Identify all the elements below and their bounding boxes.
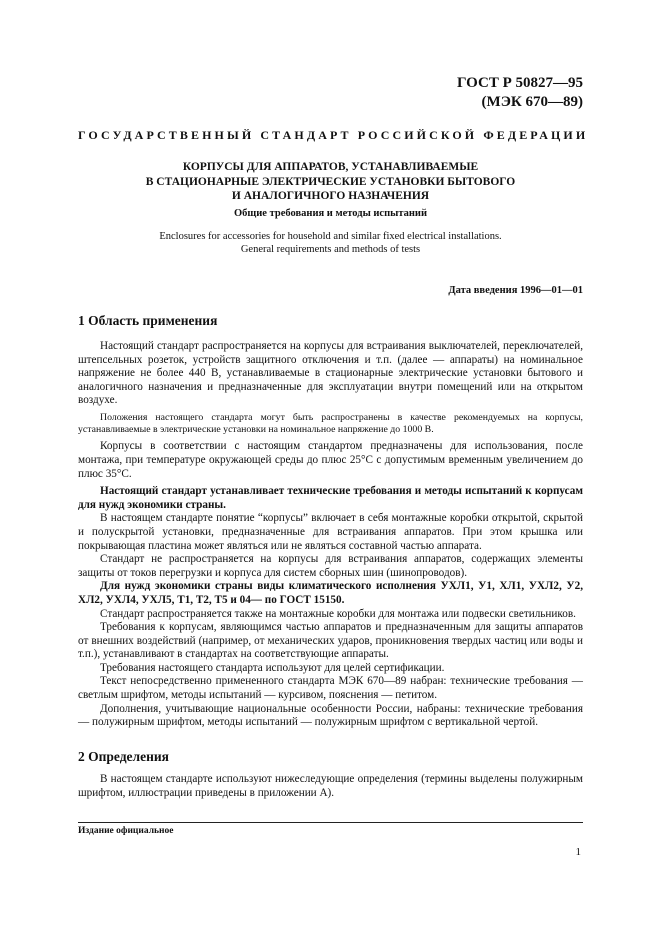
state-standard-title: ГОСУДАРСТВЕННЫЙ СТАНДАРТ РОССИЙСКОЙ ФЕДЕРАЦИИ [78,128,589,142]
document-title [78,160,583,204]
standard-number-block [457,74,583,112]
paragraph: В настоящем стандарте понятие “корпусы” включает в себя монтажные коробки открытой, скрытой и полускрытой установки, предназначенные для встраивания аппаратов. При этом крышка или покрывающая пластина может являться или не являться составной частью аппарата. [78,512,583,552]
section-1-heading: 1 Область применения [78,313,218,328]
paragraph: Корпусы в соответствии с настоящим стандартом предназначены для использования, после монтажа, при температуре окружающей среды до плюс 25°С с допустимым временным увеличением до плюс 35°С. [78,440,583,480]
page-number: 1 [575,846,581,858]
paragraph: Настоящий стандарт распространяется на корпусы для встраивания выключателей, переключателей, штепсельных розеток, устройств защитного отключения и т.п. (далее — аппараты) на номинальное напряжение не более 440 В, устанавливаемые в стационарные электрические установки бытового и аналогичного назначения и предназначенные для эксплуатации внутри помещений или на открытом воздухе. [78,340,583,407]
paragraph-bold: Настоящий стандарт устанавливает технические требования и методы испытаний к корпусам для нужд экономики страны. [78,485,583,511]
paragraph: Требования к корпусам, являющимся частью аппаратов и предназначенным для защиты аппаратов от внешних воздействий (например, от механических ударов, проникновения твердых частиц или воды и т.п.), устанавливают в стандартах на соответствующие аппараты. [78,621,583,661]
document-subtitle: Общие требования и методы испытаний [233,208,428,219]
english-title-line-1: Enclosures for accessories for household and similar fixed electrical installations. [159,231,502,242]
english-title [78,230,583,256]
document-title-line-2: В СТАЦИОНАРНЫЕ ЭЛЕКТРИЧЕСКИЕ УСТАНОВКИ БЫТОВОГО [145,175,516,188]
section-1-body [78,340,583,730]
paragraph-bold: Для нужд экономики страны виды климатического исполнения УХЛ1, У1, ХЛ1, УХЛ2, У2, ХЛ2, УХЛ4, УХЛ5, Т1, Т2, Т5 и 04— по ГОСТ 15150. [78,580,583,606]
footer-divider [78,822,583,823]
paragraph: Дополнения, учитывающие национальные особенности России, набраны: технические требования — полужирным шрифтом, методы испытаний — полужирным шрифтом с вертикальной чертой. [78,702,583,729]
document-title-line-1: КОРПУСЫ ДЛЯ АППАРАТОВ, УСТАНАВЛИВАЕМЫЕ [182,161,479,173]
paragraph: В настоящем стандарте используют нижеследующие определения (термины выделены полужирным шрифтом, иллюстрации приведены в приложении А). [78,773,583,799]
paragraph: Стандарт не распространяется на корпусы для встраивания аппаратов, содержащих элементы защиты от токов перегрузки и корпуса для систем сборных шин (шинопроводов). [78,553,583,579]
document-title-line-3: И АНАЛОГИЧНОГО НАЗНАЧЕНИЯ [231,190,430,202]
standard-number: ГОСТ Р 50827—95 [456,75,583,91]
english-title-line-2: General requirements and methods of tests [240,244,421,255]
iec-number: (МЭК 670—89) [481,94,583,110]
section-2-body [78,773,583,800]
section-2-heading: 2 Определения [78,749,169,764]
edition-note: Издание официальное [78,826,174,836]
paragraph: Стандарт распространяется также на монтажные коробки для монтажа или подвески светильников. [100,607,576,620]
paragraph-small-print: Положения настоящего стандарта могут быть распространены в качестве рекомендуемых на корпусы, устанавливаемые в электрические установки на номинальное напряжение до 1000 В. [78,411,583,436]
paragraph: Текст непосредственно примененного стандарта МЭК 670—89 набран: технические требования — светлым шрифтом, методы испытаний — курсивом, пояснения — петитом. [78,675,583,702]
introduction-date: Дата введения 1996—01—01 [448,285,583,296]
paragraph: Требования настоящего стандарта используют для целей сертификации. [100,661,445,674]
